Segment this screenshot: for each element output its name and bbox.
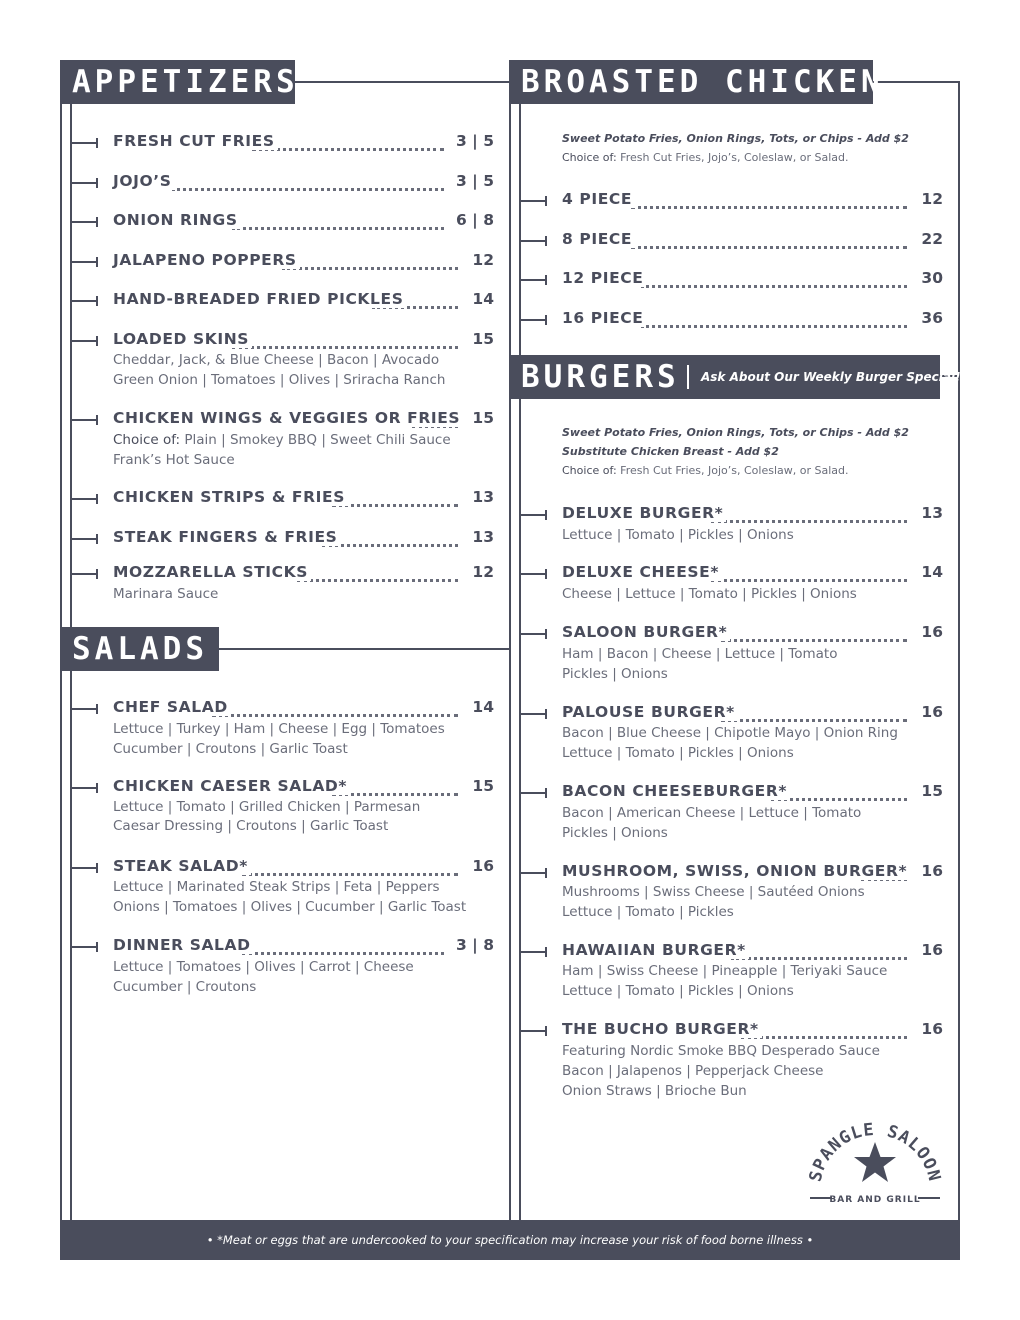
leader-dots (641, 311, 907, 328)
item-name: HAND-BREADED FRIED PICKLES (113, 290, 406, 308)
item-name: STEAK SALAD* (113, 857, 251, 875)
item-name: FRESH CUT FRIES (113, 132, 278, 150)
item-tick (521, 1030, 547, 1032)
item-price: 13 (917, 504, 943, 522)
item-name: CHICKEN CAESER SALAD* (113, 777, 350, 795)
item-description: Ham | Swiss Cheese | Pineapple | Teriyaki Sauce (562, 963, 888, 979)
menu-item (521, 504, 943, 526)
item-price: 12 (917, 190, 943, 208)
item-name: 16 PIECE (562, 309, 646, 327)
menu-item (72, 563, 494, 585)
item-description (113, 430, 451, 450)
leader-dots (322, 530, 458, 547)
menu-item (72, 698, 494, 720)
logo-arc-text: SPANGLE SALOON (805, 1119, 945, 1184)
menu-item (72, 936, 494, 958)
menu-item (72, 777, 494, 799)
footer-disclaimer: • *Meat or eggs that are undercooked to your specification may increase your risk of food borne illness • (60, 1220, 960, 1260)
chicken-rule (873, 81, 960, 83)
item-price: 12 (468, 563, 494, 581)
item-price: 16 (917, 941, 943, 959)
menu-item (521, 309, 943, 331)
item-tick (72, 182, 98, 184)
leader-dots (721, 625, 907, 642)
item-description: Cucumber | Croutons (113, 979, 257, 995)
leader-dots (252, 134, 444, 151)
item-price: 15 (468, 777, 494, 795)
item-tick (72, 708, 98, 710)
menu-item (72, 857, 494, 879)
item-tick (72, 787, 98, 789)
item-name: JALAPENO POPPERS (113, 251, 300, 269)
item-tick (521, 279, 547, 281)
sides-choice-note (562, 464, 849, 477)
item-description: Bacon | Blue Cheese | Chipotle Mayo | Onion Ring (562, 725, 898, 741)
item-description: Pickles | Onions (562, 666, 668, 682)
item-price: 15 (917, 782, 943, 800)
item-tick (521, 792, 547, 794)
menu-item (72, 330, 494, 352)
menu-item (72, 409, 494, 431)
star-icon (854, 1142, 896, 1182)
item-tick (72, 538, 98, 540)
item-tick (72, 300, 98, 302)
item-tick (72, 142, 98, 144)
salads-rule (219, 648, 510, 650)
item-price: 16 (468, 857, 494, 875)
leader-dots (631, 232, 907, 249)
burger-special-note: Ask About Our Weekly Burger Special! (701, 370, 961, 384)
leader-dots (731, 943, 907, 960)
menu-item (72, 132, 494, 154)
item-price: 12 (468, 251, 494, 269)
item-name: HAWAIIAN BURGER* (562, 941, 749, 959)
item-tick (521, 319, 547, 321)
leader-dots (771, 784, 907, 801)
sides-upgrade-note: Sweet Potato Fries, Onion Rings, Tots, or Chips - Add $2 (562, 426, 909, 439)
menu-item (521, 941, 943, 963)
salads-header: SALADS (60, 627, 219, 671)
item-tick (521, 872, 547, 874)
menu-item (521, 1020, 943, 1042)
leader-dots (332, 490, 458, 507)
item-price: 16 (917, 1020, 943, 1038)
choice-label: Choice of: (562, 464, 617, 477)
item-description: Green Onion | Tomatoes | Olives | Sriracha Ranch (113, 372, 446, 388)
sides-upgrade-note: Sweet Potato Fries, Onion Rings, Tots, or Chips - Add $2 (562, 132, 909, 145)
item-tick (521, 240, 547, 242)
leader-dots (741, 1022, 907, 1039)
item-description: Featuring Nordic Smoke BBQ Desperado Sauce (562, 1043, 880, 1059)
item-tick (521, 951, 547, 953)
item-name: 12 PIECE (562, 269, 646, 287)
item-description: Cucumber | Croutons | Garlic Toast (113, 741, 348, 757)
item-name: DINNER SALAD (113, 936, 254, 954)
item-description: Marinara Sauce (113, 586, 219, 602)
choice-label: Choice of: (113, 432, 181, 448)
item-tick (521, 633, 547, 635)
item-price: 15 (468, 330, 494, 348)
item-description: Lettuce | Tomato | Pickles (562, 904, 734, 920)
item-name: THE BUCHO BURGER* (562, 1020, 762, 1038)
leader-dots (242, 938, 444, 955)
item-price: 13 (468, 488, 494, 506)
leader-dots (721, 705, 907, 722)
item-price: 16 (917, 703, 943, 721)
item-price: 3 | 5 (452, 132, 494, 150)
leader-dots (641, 271, 907, 288)
menu-item (72, 488, 494, 510)
item-description: Caesar Dressing | Croutons | Garlic Toast (113, 818, 389, 834)
item-tick (521, 514, 547, 516)
item-description: Lettuce | Tomato | Pickles | Onions (562, 745, 794, 761)
choice-label: Choice of: (562, 151, 617, 164)
item-description: Lettuce | Tomato | Pickles | Onions (562, 983, 794, 999)
burgers-header-divider (687, 365, 689, 389)
item-description: Bacon | American Cheese | Lettuce | Tomato (562, 805, 862, 821)
item-name: 8 PIECE (562, 230, 635, 248)
logo-subtitle: BAR AND GRILL (829, 1195, 921, 1205)
item-price: 16 (917, 623, 943, 641)
leader-dots (242, 859, 458, 876)
item-name: SALOON BURGER* (562, 623, 730, 641)
item-price: 15 (468, 409, 494, 427)
item-name: CHICKEN WINGS & VEGGIES OR FRIES (113, 409, 463, 427)
item-name: DELUXE CHEESE* (562, 563, 722, 581)
item-name: JOJO’S (113, 172, 175, 190)
item-tick (521, 713, 547, 715)
item-name: BACON CHEESEBURGER* (562, 782, 790, 800)
leader-dots (297, 565, 458, 582)
item-price: 13 (468, 528, 494, 546)
menu-item (521, 782, 943, 804)
choice-options: Plain | Smokey BBQ | Sweet Chili Sauce (184, 432, 451, 448)
item-name: ONION RINGS (113, 211, 241, 229)
chicken-header: BROASTED CHICKEN (509, 60, 873, 104)
choice-options: Fresh Cut Fries, Jojo’s, Coleslaw, or Salad. (620, 464, 849, 477)
item-price: 14 (917, 563, 943, 581)
item-name: MOZZARELLA STICKS (113, 563, 311, 581)
item-description: Lettuce | Tomato | Pickles | Onions (562, 527, 794, 543)
item-description: Cheddar, Jack, & Blue Cheese | Bacon | Avocado (113, 352, 440, 368)
item-price: 14 (468, 698, 494, 716)
item-tick (521, 200, 547, 202)
item-name: CHEF SALAD (113, 698, 231, 716)
item-tick (72, 573, 98, 575)
item-tick (72, 340, 98, 342)
item-description: Onion Straws | Brioche Bun (562, 1083, 747, 1099)
item-tick (72, 419, 98, 421)
item-tick (521, 573, 547, 575)
item-price: 14 (468, 290, 494, 308)
item-description: Lettuce | Tomato | Grilled Chicken | Parmesan (113, 799, 421, 815)
menu-item (521, 230, 943, 252)
menu-item (521, 623, 943, 645)
leader-dots (212, 700, 458, 717)
leader-dots (172, 174, 444, 191)
item-price: 3 | 5 (452, 172, 494, 190)
item-name: LOADED SKINS (113, 330, 252, 348)
choice-options: Fresh Cut Fries, Jojo’s, Coleslaw, or Salad. (620, 151, 849, 164)
leader-dots (631, 192, 907, 209)
item-description: Lettuce | Tomatoes | Olives | Carrot | Cheese (113, 959, 414, 975)
item-tick (72, 261, 98, 263)
item-description: Onions | Tomatoes | Olives | Cucumber | Garlic Toast (113, 899, 467, 915)
item-tick (72, 946, 98, 948)
burgers-header: BURGERS (521, 359, 680, 395)
item-tick (72, 867, 98, 869)
menu-item (521, 563, 943, 585)
menu-item (521, 190, 943, 212)
right-border-line (958, 82, 960, 1220)
item-name: MUSHROOM, SWISS, ONION BURGER* (562, 862, 910, 880)
item-description: Lettuce | Turkey | Ham | Cheese | Egg | Tomatoes (113, 721, 445, 737)
item-name: STEAK FINGERS & FRIES (113, 528, 340, 546)
leader-dots (711, 506, 907, 523)
item-price: 16 (917, 862, 943, 880)
spangle-saloon-logo (798, 1110, 948, 1215)
item-price: 22 (917, 230, 943, 248)
item-price: 3 | 8 (452, 936, 494, 954)
item-description: Ham | Bacon | Cheese | Lettuce | Tomato (562, 646, 838, 662)
item-name: PALOUSE BURGER* (562, 703, 738, 721)
appetizers-header: APPETIZERS (60, 60, 295, 104)
menu-item (72, 251, 494, 273)
menu-item (521, 862, 943, 884)
item-tick (72, 498, 98, 500)
item-price: 36 (917, 309, 943, 327)
item-name: 4 PIECE (562, 190, 635, 208)
item-price: 30 (917, 269, 943, 287)
burgers-header-bar (509, 355, 961, 399)
item-price: 6 | 8 (452, 211, 494, 229)
leader-dots (232, 332, 458, 349)
item-description: Mushrooms | Swiss Cheese | Sautéed Onions (562, 884, 865, 900)
leader-dots (282, 253, 458, 270)
item-description: Cheese | Lettuce | Tomato | Pickles | Onions (562, 586, 857, 602)
menu-item (521, 703, 943, 725)
center-divider-line (509, 82, 511, 1220)
item-description: Pickles | Onions (562, 825, 668, 841)
item-name: CHICKEN STRIPS & FRIES (113, 488, 348, 506)
leader-dots (232, 213, 444, 230)
menu-item (72, 172, 494, 194)
appetizers-rule (295, 81, 510, 83)
item-description: Lettuce | Marinated Steak Strips | Feta | Peppers (113, 879, 440, 895)
substitute-note: Substitute Chicken Breast - Add $2 (562, 445, 779, 458)
leader-dots (332, 779, 458, 796)
sides-choice-note (562, 151, 849, 164)
item-name: DELUXE BURGER* (562, 504, 726, 522)
menu-item (521, 269, 943, 291)
menu-item (72, 211, 494, 233)
item-tick (72, 221, 98, 223)
menu-item (72, 528, 494, 550)
leader-dots (711, 565, 907, 582)
menu-item (72, 290, 494, 312)
item-description: Frank’s Hot Sauce (113, 452, 235, 468)
item-description: Bacon | Jalapenos | Pepperjack Cheese (562, 1063, 824, 1079)
